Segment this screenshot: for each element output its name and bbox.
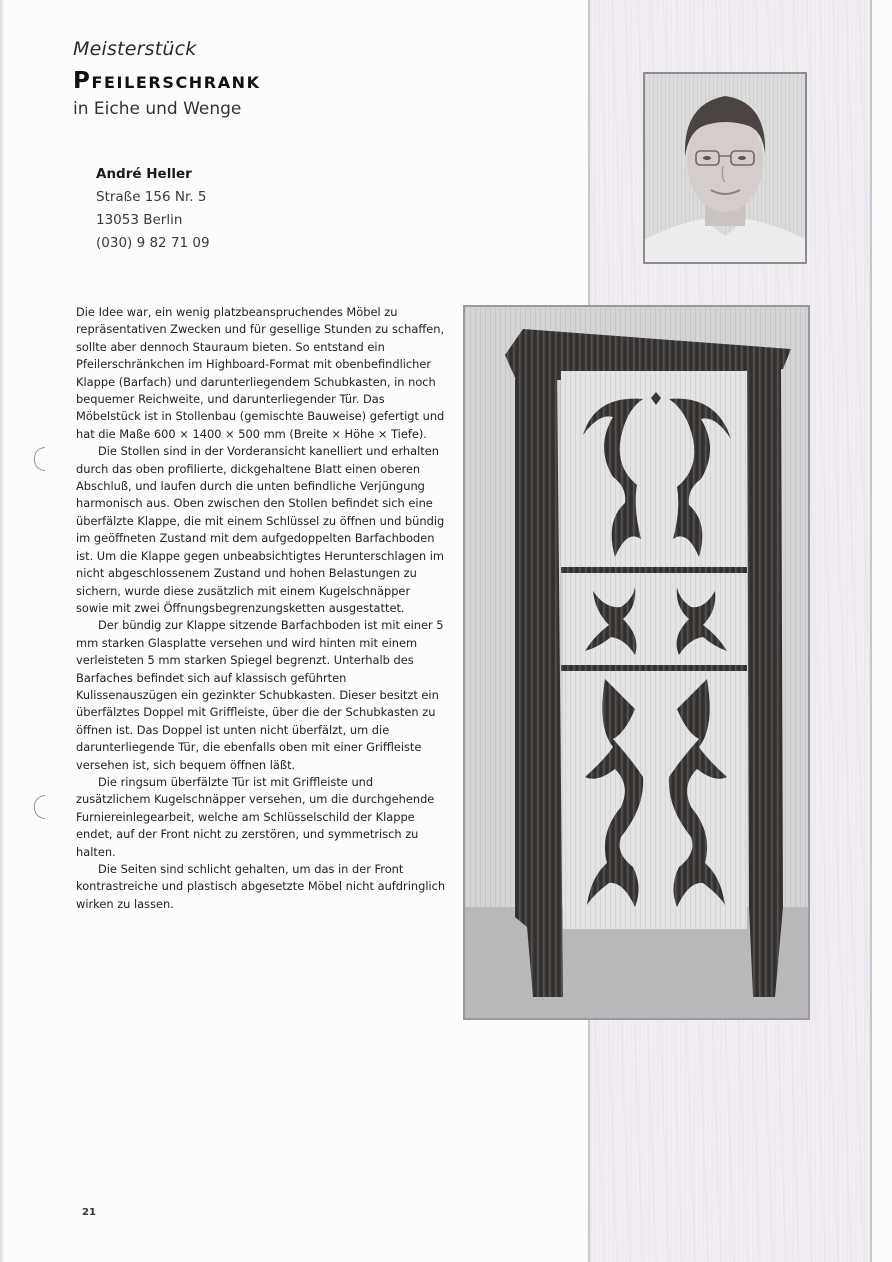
paragraph: Die ringsum überfälzte Tür ist mit Griffleiste und zusätzlichem Kugelschnäpper versehen, um die durchgehende Furniereinlegearbeit, welche am Schlüsselschild der Klappe endet, auf der Front nicht zu zerstören, und symmetrisch zu halten. (76, 774, 435, 859)
page-title: Pfeilerschrank (73, 68, 261, 94)
page-number: 21 (82, 1207, 96, 1218)
article-body (76, 304, 446, 913)
author-name: André Heller (96, 166, 192, 182)
scan-edge (0, 0, 4, 1262)
author-block (96, 163, 210, 255)
paragraph: Die Stollen sind in der Vorderansicht kanelliert und erhalten durch das oben profilierte, dickgehaltene Blatt einen oberen Abschluß, und laufen durch die unten befindliche Verjüngung harmonisch aus. Oben zwischen den Stollen befindet sich eine überfälzte Klappe, die mit einem Schlüssel zu öffnen und bündig im geöffneten Zustand mit dem aufgedoppelten Barfachboden ist. Um die Klappe gegen unbeabsichtigtes Herunterschlagen im nicht abgeschlossenem Zustand und hohen Belastungen zu sichern, wurde diese zusätzlich mit einem Kugelschnäpper sowie mit zwei Öffnungsbegrenzungsketten ausgestattet. (76, 444, 445, 615)
paragraph: Die Idee war, ein wenig platzbeanspruchendes Möbel zu repräsentativen Zwecken und für gesellige Stunden zu schaffen, sollte aber dennoch Stauraum bieten. So entstand ein Pfeilerschränkchen im Highboard-Format mit obenbefindlicher Klappe (Barfach) und darunterliegendem Schubkasten, in noch bequemer Reichweite, und darunterliegender Tür. Das Möbelstück ist in Stollenbau (gemischte Bauweise) gefertigt und hat die Maße 600 × 1400 × 500 mm (Breite × Höhe × Tiefe). (76, 305, 445, 441)
binder-hole-mark (34, 795, 45, 819)
paragraph: Die Seiten sind schlicht gehalten, um das in der Front kontrastreiche und plastisch abgesetzte Möbel nicht aufdringlich wirken zu lassen. (76, 862, 446, 911)
paragraph: Der bündig zur Klappe sitzende Barfachboden ist mit einer 5 mm starken Glasplatte versehen und wird hinten mit einem verleisteten 5 mm starken Spiegel begrenzt. Unterhalb des Barfaches befindet sich auf klassisch geführten Kulissenauszügen ein gezinkter Schubkasten. Dieser besitzt ein überfälztes Doppel mit Griffleiste, über die der Schubkasten zu öffnen ist. Das Doppel ist unten nicht überfälzt, um die darunterliegende Tür, die ebenfalls oben mit einer Griffleiste versehen ist, sich bequem öffnen läßt. (76, 618, 444, 772)
author-phone: (030) 9 82 71 09 (96, 235, 210, 251)
cabinet-drawer (563, 573, 747, 665)
author-city: 13053 Berlin (96, 212, 183, 228)
binder-hole-mark (34, 447, 45, 471)
cabinet-right-stile (747, 367, 783, 997)
author-street: Straße 156 Nr. 5 (96, 189, 207, 205)
kicker: Meisterstück (73, 38, 197, 60)
portrait-photo (643, 72, 807, 264)
page-subtitle: in Eiche und Wenge (73, 99, 242, 119)
cabinet-photo (463, 305, 810, 1020)
cabinet-left-stile (515, 367, 563, 997)
